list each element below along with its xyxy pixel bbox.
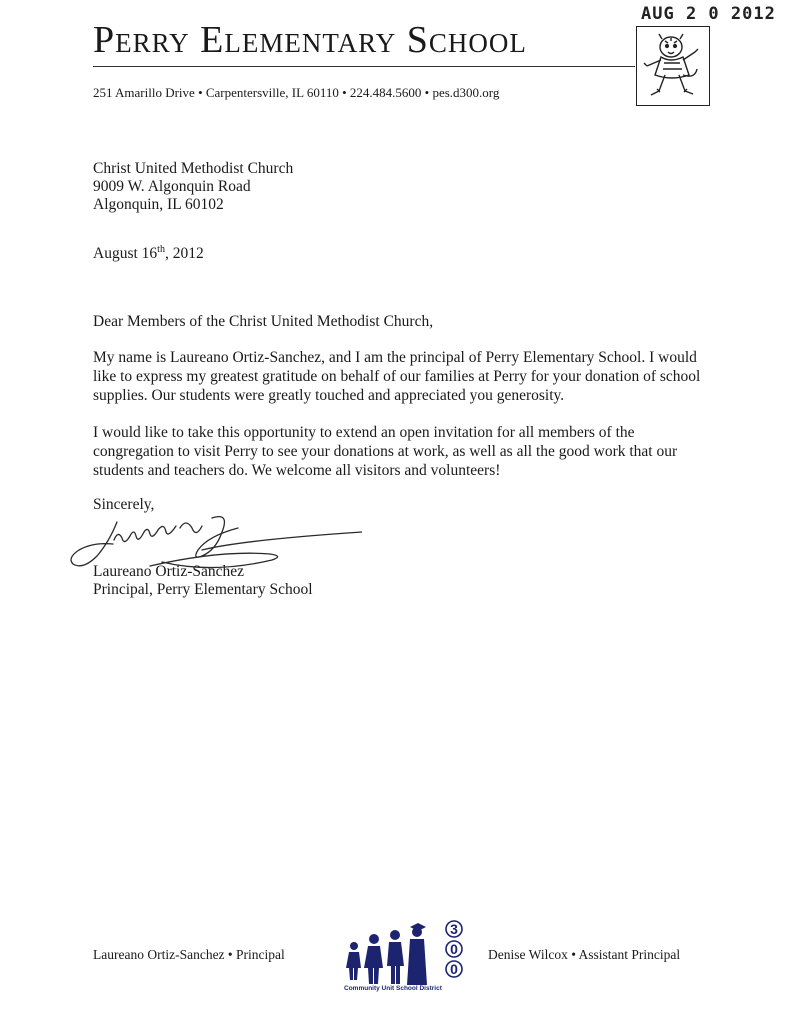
date-year: , 2012	[164, 245, 204, 262]
date-month-day: August 16	[93, 245, 158, 262]
district-logo	[340, 915, 470, 995]
tiger-mascot-icon	[637, 27, 709, 105]
closing: Sincerely,	[93, 496, 155, 513]
recipient-address	[93, 160, 293, 214]
school-address-line: 251 Amarillo Drive • Carpentersville, IL 60110 • 224.484.5600 • pes.d300.org	[93, 85, 500, 100]
recipient-line-2: 9009 W. Algonquin Road	[93, 178, 251, 195]
body-paragraph-1: My name is Laureano Ortiz-Sanchez, and I am the principal of Perry Elementary School. I would like to express my greatest gratitude on behalf of our families at Perry for your donation of school supplies. Our students were greatly touched and appreciated you generosity.	[93, 349, 701, 404]
footer-principal: Laureano Ortiz-Sanchez • Principal	[93, 947, 285, 962]
tiger-mascot-logo	[636, 26, 710, 106]
signer-title: Principal, Perry Elementary School	[93, 581, 313, 598]
district-caption: Community Unit School District	[344, 985, 442, 992]
family-figures-icon	[346, 919, 430, 985]
signer-name: Laureano Ortiz-Sanchez	[93, 563, 245, 580]
body-paragraph-2: I would like to take this opportunity to extend an open invitation for all members of the congregation to visit Perry to see your donations at work, as well as all the good work that our students and teachers do. We welcome all visitors and volunteers!	[93, 424, 678, 479]
salutation: Dear Members of the Christ United Methodist Church,	[93, 313, 434, 330]
svg-text:0: 0	[450, 941, 458, 957]
svg-text:3: 3	[450, 921, 458, 937]
recipient-line-1: Christ United Methodist Church	[93, 160, 294, 177]
district-number	[446, 921, 462, 977]
date-ordinal-suffix: th	[157, 243, 165, 255]
footer-assistant-principal: Denise Wilcox • Assistant Principal	[488, 947, 681, 962]
handwritten-signature	[62, 500, 362, 590]
header-rule	[93, 66, 635, 67]
recipient-line-3: Algonquin, IL 60102	[93, 196, 224, 213]
school-name-heading: Perry Elementary School	[93, 19, 527, 61]
received-date-stamp: AUG 2 0 2012	[641, 4, 776, 24]
svg-text:0: 0	[450, 961, 458, 977]
letter-date	[93, 245, 204, 263]
